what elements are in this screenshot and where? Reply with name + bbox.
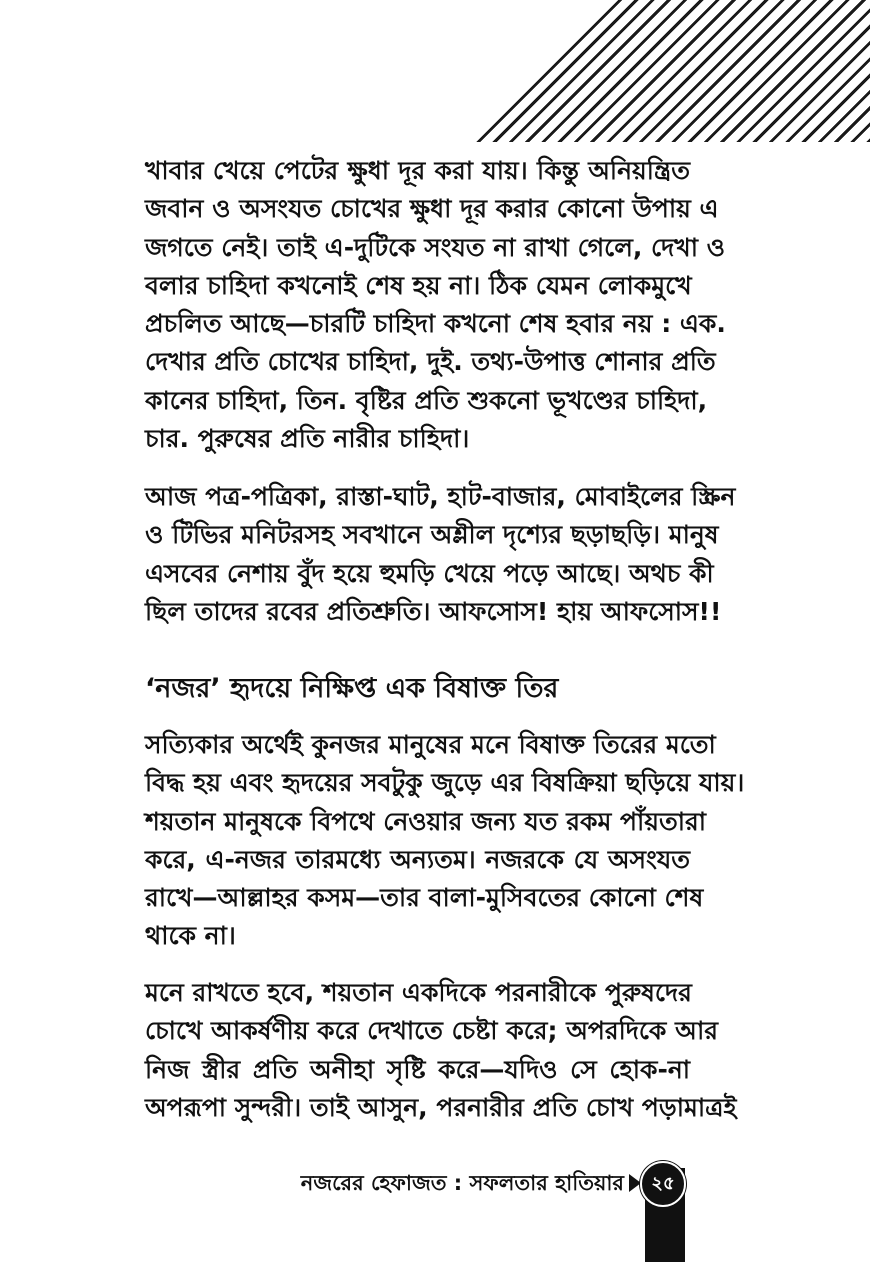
text-line: মনে রাখতে হবে, শয়তান একদিকে পরনারীকে পুরুষদের <box>145 978 692 1007</box>
text-line: কানের চাহিদা, তিন. বৃষ্টির প্রতি শুকনো ভূখণ্ডের চাহিদা, <box>145 385 708 415</box>
text-line: চার. পুরুষের প্রতি নারীর চাহিদা। <box>145 424 470 454</box>
text-line: দেখার প্রতি চোখের চাহিদা, দুই. তথ্য-উপাত্ত শোনার প্রতি <box>145 347 716 377</box>
paragraph-4 <box>145 974 737 1127</box>
text-line: চোখে আকর্ষণীয় করে দেখাতে চেষ্টা করে; অপরদিকে আর <box>145 1016 719 1046</box>
text-line: ছিল তাদের রবের প্রতিশ্রুতি। আফসোস! হায় আফসোস!! <box>145 596 722 626</box>
text-line: ও টিভির মনিটরসহ সবখানে অশ্লীল দৃশ্যের ছড়াছড়ি। মানুষ <box>145 520 719 550</box>
text-line: আজ পত্র-পত্রিকা, রাস্তা-ঘাট, হাট-বাজার, মোবাইলের স্ক্রিন <box>145 482 736 511</box>
text-line: এসবের নেশায় বুঁদ হয়ে হুমড়ি খেয়ে পড়ে আছে। অথচ কী <box>145 558 714 588</box>
text-line: জগতে নেই। তাই এ-দুটিকে সংযত না রাখা গেলে, দেখা ও <box>145 232 726 262</box>
text-line: শয়তান মানুষকে বিপথে নেওয়ার জন্য যত রকম পাঁয়তারা <box>145 806 706 836</box>
paragraph-2 <box>145 478 736 631</box>
text-line: নিজ স্ত্রীর প্রতি অনীহা সৃষ্টি করে—যদিও সে হোক-না <box>145 1054 690 1084</box>
paragraph-1 <box>145 152 726 458</box>
text-line: খাবার খেয়ে পেটের ক্ষুধা দূর করা যায়। কিন্তু অনিয়ন্ত্রিত <box>145 156 690 185</box>
decorative-corner-stripes <box>0 0 870 142</box>
text-line: বিদ্ধ হয় এবং হৃদয়ের সবটুকু জুড়ে এর বিষক্রিয়া ছড়িয়ে যায়। <box>145 768 745 798</box>
text-line: করে, এ-নজর তারমধ্যে অন্যতম। নজরকে যে অসংযত <box>145 844 690 874</box>
text-line: থাকে না। <box>145 921 236 951</box>
paragraph-3 <box>145 726 745 956</box>
text-line: বলার চাহিদা কখনোই শেষ হয় না। ঠিক যেমন লোকমুখে <box>145 270 692 300</box>
text-line: সত্যিকার অর্থেই কুনজর মানুষের মনে বিষাক্ত তিরের মতো <box>145 730 716 759</box>
page-number: ২৫ <box>640 1161 686 1207</box>
running-footer-title: নজরের হেফাজত : সফলতার হাতিয়ার <box>300 1171 624 1195</box>
text-line: রাখে—আল্লাহর কসম—তার বালা-মুসিবতের কোনো শেষ <box>145 883 704 913</box>
text-line: প্রচলিত আছে—চারটি চাহিদা কখনো শেষ হবার নয় : এক. <box>145 309 726 339</box>
text-line: অপরূপা সুন্দরী। তাই আসুন, পরনারীর প্রতি চোখ পড়ামাত্রই <box>145 1092 737 1122</box>
text-line: জবান ও অসংযত চোখের ক্ষুধা দূর করার কোনো উপায় এ <box>145 194 719 224</box>
section-heading: ‘নজর’ হৃদয়ে নিক্ষিপ্ত এক বিষাক্ত তির <box>145 673 559 704</box>
